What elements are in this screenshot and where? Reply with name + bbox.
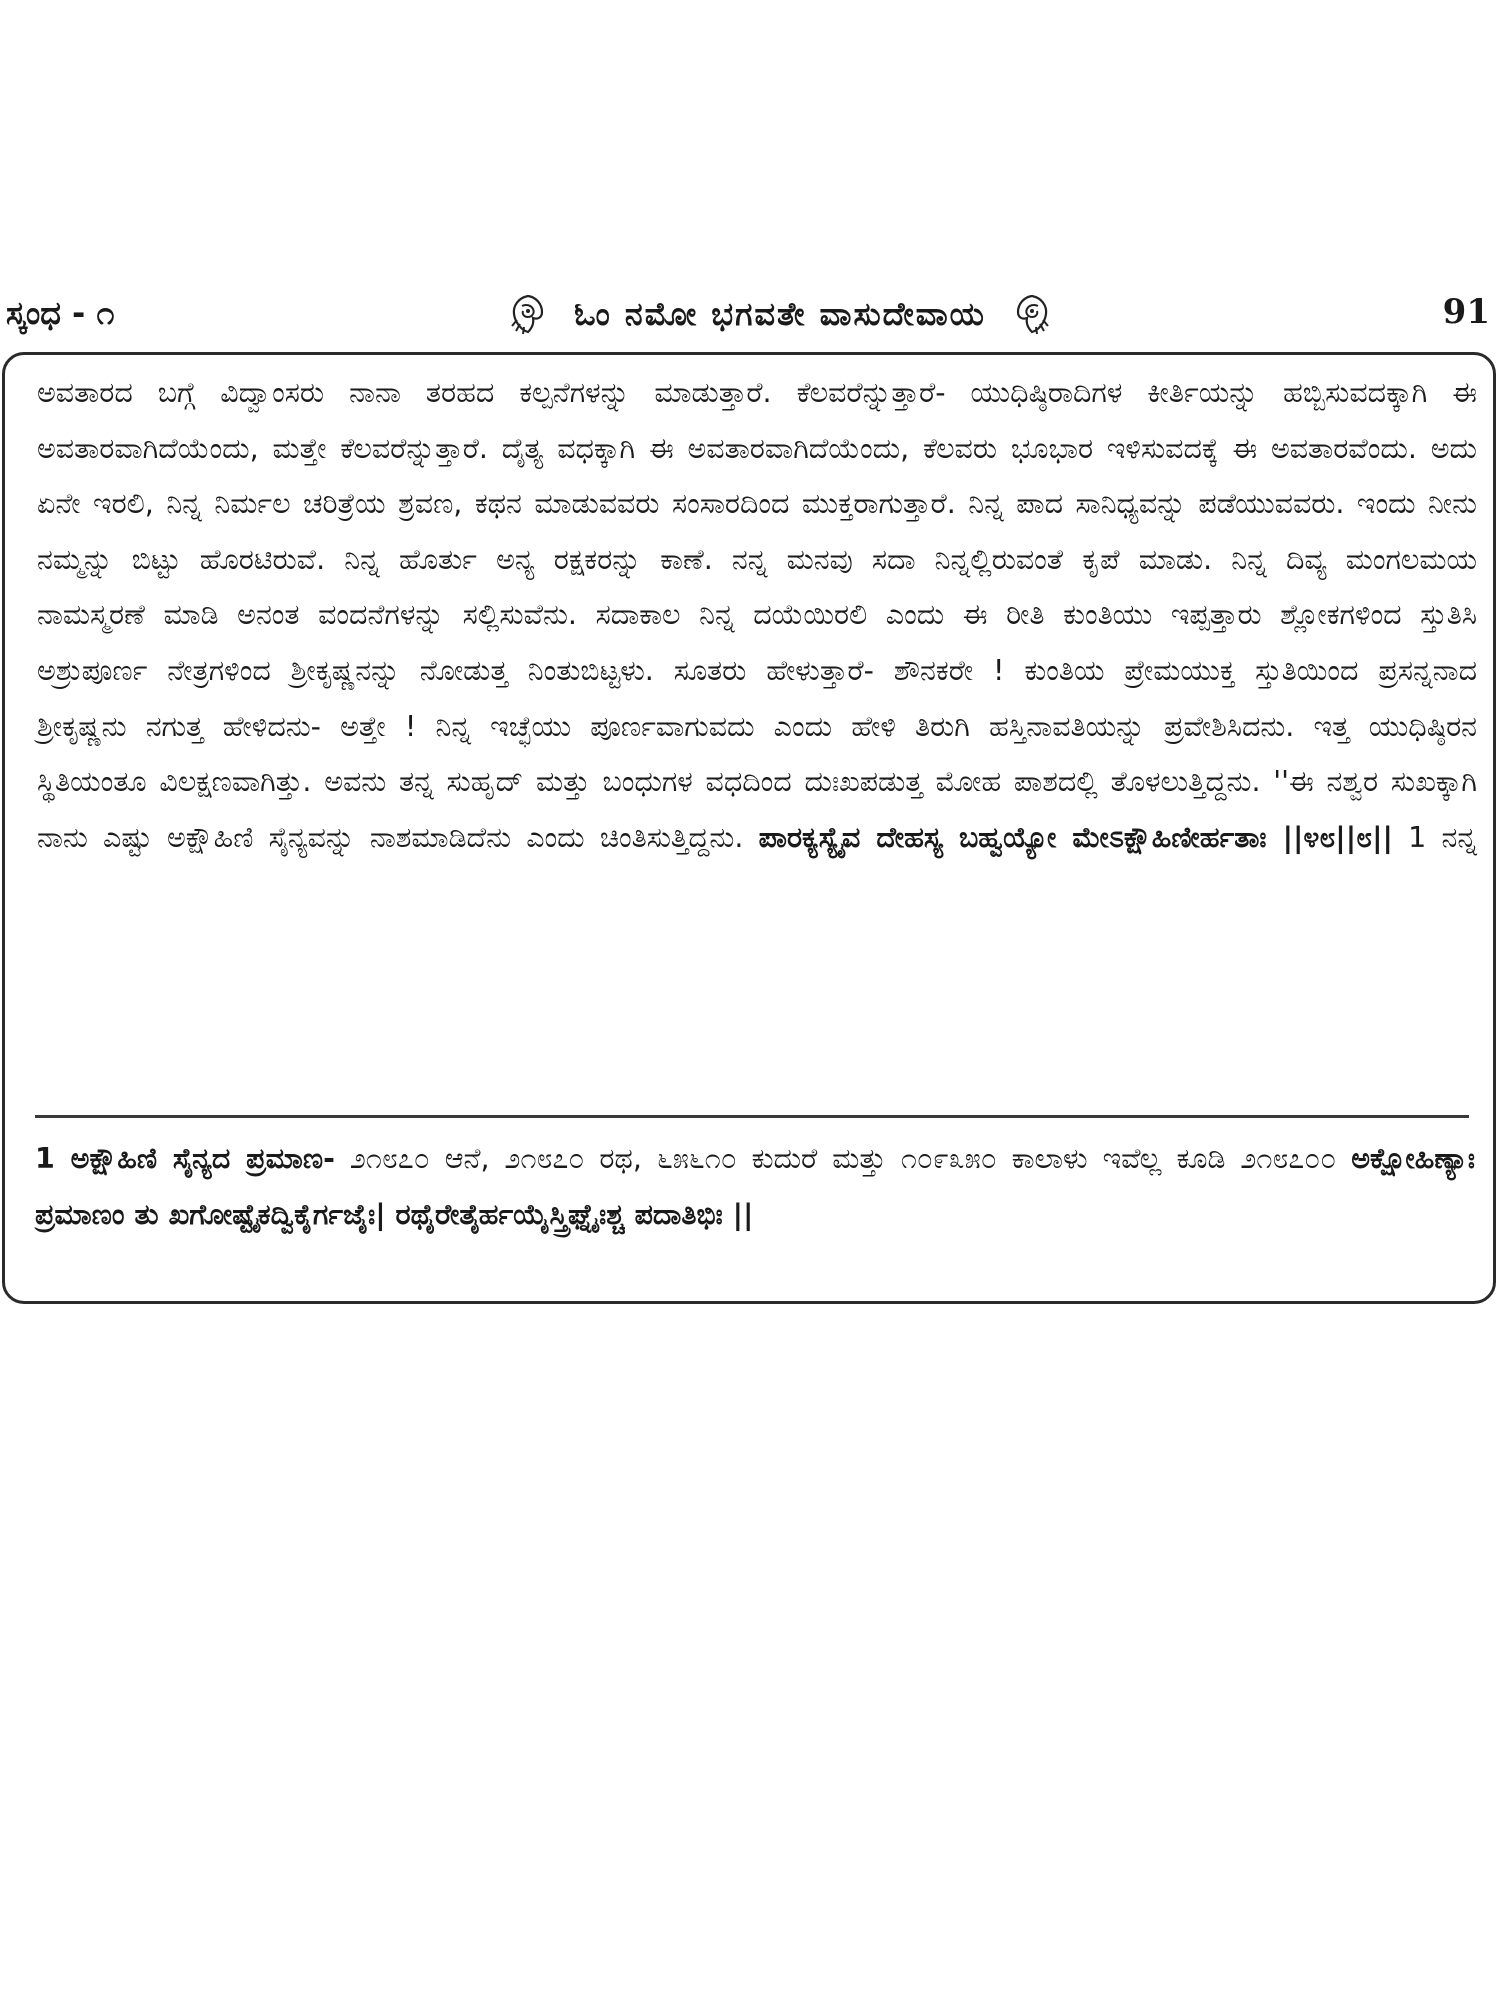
footnote-divider — [35, 1115, 1469, 1118]
footnote — [35, 1131, 1475, 1243]
footnote-text: ೨೧೮೭೦ ಆನೆ, ೨೧೮೭೦ ರಥ, ೬೫೬೧೦ ಕುದುರೆ ಮತ್ತು ೧೦೯೩೫೦ ಕಾಲಾಳು ಇವೆಲ್ಲ ಕೂಡಿ ೨೧೮೭೦೦ — [349, 1142, 1337, 1175]
page-number: 91 — [1442, 292, 1490, 332]
section-label: ಸ್ಕಂಧ - ೧ — [6, 294, 115, 332]
page-header — [0, 284, 1500, 344]
header-title-group — [400, 288, 1160, 340]
sanskrit-verse: ಪಾರಕ್ಯಸ್ಯೈವ ದೇಹಸ್ಯ ಬಹ್ವಯ್ಯೋ ಮೇಽಕ್ಷೌಹಿಣೀರ್ಹತಾಃ ||೪೮||೮|| — [758, 820, 1393, 854]
body-paragraph — [37, 365, 1477, 865]
conch-ornament-icon — [1008, 290, 1056, 338]
body-text: ಅವತಾರದ ಬಗ್ಗೆ ವಿದ್ವಾಂಸರು ನಾನಾ ತರಹದ ಕಲ್ಪನೆಗಳನ್ನು ಮಾಡುತ್ತಾರೆ. ಕೆಲವರೆನ್ನುತ್ತಾರೆ- ಯುಧಿಷ್ಠಿರಾದಿಗಳ ಕೀರ್ತಿಯನ್ನು ಹಬ್ಬಿಸುವದಕ್ಕಾಗಿ ಈ ಅವತಾರವಾಗಿದೆಯೆಂದು, ಮತ್ತೇ ಕೆಲವರೆನ್ನುತ್ತಾರೆ. ದೈತ್ಯ ವಧಕ್ಕಾಗಿ ಈ ಅವತಾರವಾಗಿದೆಯೆಂದು, ಕೆಲವರು ಭೂಭಾರ ಇಳಿಸುವದಕ್ಕೆ ಈ ಅವತಾರವೆಂದು. ಅದು ಏನೇ ಇರಲಿ, ನಿನ್ನ ನಿರ್ಮಲ ಚರಿತ್ರೆಯ ಶ್ರವಣ, ಕಥನ ಮಾಡುವವರು ಸಂಸಾರದಿಂದ ಮುಕ್ತರಾಗುತ್ತಾರೆ. ನಿನ್ನ ಪಾದ ಸಾನಿಧ್ಯವನ್ನು ಪಡೆಯುವವರು. ಇಂದು ನೀನು ನಮ್ಮನ್ನು ಬಿಟ್ಟು ಹೊರಟಿರುವೆ. ನಿನ್ನ ಹೊರ್ತು ಅನ್ಯ ರಕ್ಷಕರನ್ನು ಕಾಣೆ. ನನ್ನ ಮನವು ಸದಾ ನಿನ್ನಲ್ಲಿರುವಂತೆ ಕೃಪೆ ಮಾಡು. ನಿನ್ನ ದಿವ್ಯ ಮಂಗಲಮಯ ನಾಮಸ್ಮರಣೆ ಮಾಡಿ ಅನಂತ ವಂದನೆಗಳನ್ನು ಸಲ್ಲಿಸುವೆನು. ಸದಾಕಾಲ ನಿನ್ನ ದಯೆಯಿರಲಿ ಎಂದು ಈ ರೀತಿ ಕುಂತಿಯು ಇಪ್ಪತ್ತಾರು ಶ್ಲೋಕಗಳಿಂದ ಸ್ತುತಿಸಿ ಅಶ್ರುಪೂರ್ಣ ನೇತ್ರಗಳಿಂದ ಶ್ರೀಕೃಷ್ಣನನ್ನು ನೋಡುತ್ತ ನಿಂತುಬಿಟ್ಟಳು. ಸೂತರು ಹೇಳುತ್ತಾರೆ- ಶೌನಕರೇ ! ಕುಂತಿಯ ಪ್ರೇಮಯುಕ್ತ ಸ್ತುತಿಯಿಂದ ಪ್ರಸನ್ನನಾದ ಶ್ರೀಕೃಷ್ಣನು ನಗುತ್ತ ಹೇಳಿದನು- ಅತ್ತೇ ! ನಿನ್ನ ಇಚ್ಛೆಯು ಪೂರ್ಣವಾಗುವದು ಎಂದು ಹೇಳಿ ತಿರುಗಿ ಹಸ್ತಿನಾವತಿಯನ್ನು ಪ್ರವೇಶಿಸಿದನು. ಇತ್ತ ಯುಧಿಷ್ಠಿರನ ಸ್ಥಿತಿಯಂತೂ ವಿಲಕ್ಷಣವಾಗಿತ್ತು. ಅವನು ತನ್ನ ಸುಹೃದ್ ಮತ್ತು ಬಂಧುಗಳ ವಧದಿಂದ ದುಃಖಪಡುತ್ತ ಮೋಹ ಪಾಶದಲ್ಲಿ ತೊಳಲುತ್ತಿದ್ದನು. ''ಈ ನಶ್ವರ ಸುಖಕ್ಕಾಗಿ ನಾನು ಎಷ್ಟು ಅಕ್ಷೌಹಿಣಿ ಸೈನ್ಯವನ್ನು ನಾಶಮಾಡಿದೆನು ಎಂದು ಚಿಂತಿಸುತ್ತಿದ್ದನು. — [37, 376, 1477, 854]
footnote-verse: ಅಕ್ಷೋಹಿಣ್ಯಾಃ ಪ್ರಮಾಣಂ ತು ಖಗೋಷ್ಟೈಕದ್ವಿಕೈರ್ಗಜೈಃ| ರಥೈರೇತೈರ್ಹಯೈಸ್ತ್ರಿಘ್ನೈಃಶ್ಚ ಪದಾತಿಭಿಃ || — [35, 1142, 1476, 1231]
footnote-heading: 1 ಅಕ್ಷೌಹಿಣಿ ಸೈನ್ಯದ ಪ್ರಮಾಣ- — [35, 1142, 335, 1175]
header-title: ಓಂ ನಮೋ ಭಗವತೇ ವಾಸುದೇವಾಯ — [574, 294, 986, 333]
conch-ornament-icon — [504, 290, 552, 338]
text-frame — [2, 352, 1496, 1304]
footnote-reference: 1 ನನ್ನ — [1408, 820, 1478, 854]
